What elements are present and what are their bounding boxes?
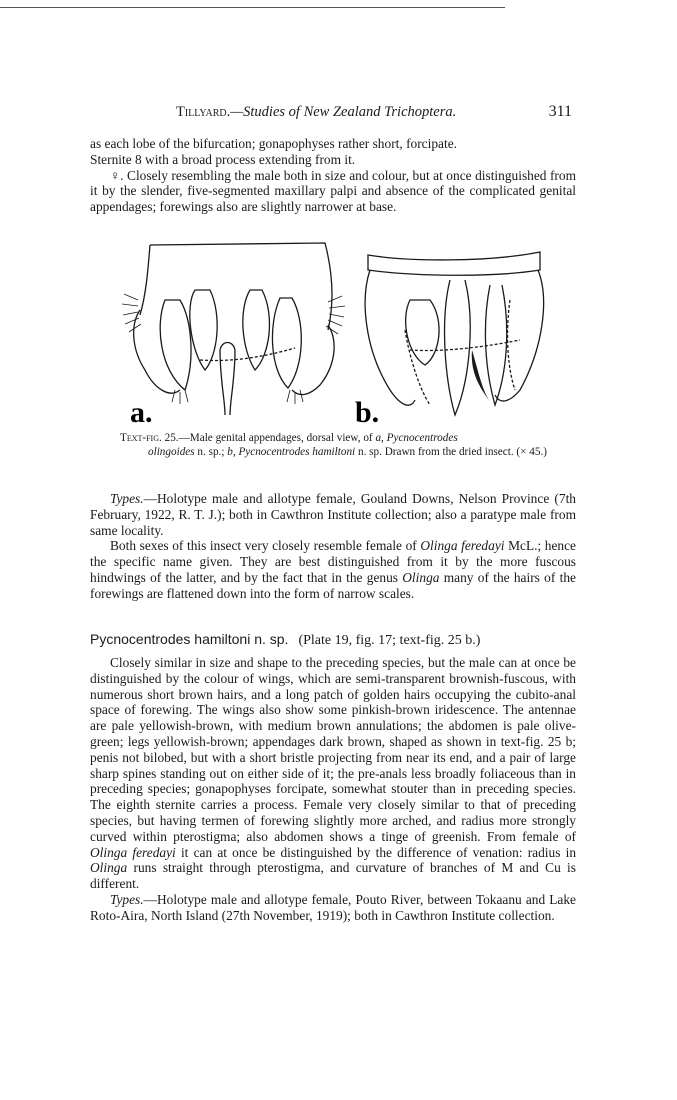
sexes-text-1: Both sexes of this insect very closely resemble female of [110,538,421,554]
types-text-1: —Holotype male and allotype female, Gouland Downs, Nelson Province (7th February, 1922, R. T. J.); both in Cawthron Institute collection; also a paratype male from same locality. [90,491,576,538]
species-heading [90,631,576,649]
description-text-3: runs straight through pterostigma, and curvature of branches of M and Cu is different. [90,860,576,892]
sexes-species-1: Olinga feredayi [420,538,505,554]
caption-b: b, [227,445,236,458]
description-species-2: Olinga [90,860,128,876]
species-name: Pycnocentrodes hamiltoni n. sp. [90,631,289,647]
intro-line-2: Sternite 8 with a broad process extending from it. [90,151,356,167]
figure-caption [120,432,550,459]
fig-b-outline [368,252,540,275]
caption-species-2: Pycnocentrodes hamiltoni [238,445,356,458]
description-block [90,655,576,924]
intro-line-1: as each lobe of the bifurcation; gonapophyses rather short, forcipate. [90,136,457,151]
caption-text-1: —Male genital appendages, dorsal view, of [178,432,376,444]
fig-label-a: a. [130,396,153,425]
header-author: Tillyard. [176,104,231,120]
fig-a-lobe-left [160,300,191,390]
caption-text-3: n. sp. Drawn from the dried insect. (× 45.) [355,445,547,458]
caption-label: Text-fig. 25. [120,432,179,444]
top-rule [0,7,505,8]
types-text-2: —Holotype male and allotype female, Pouto River, between Tokaanu and Lake Roto-Aira, North Island (27th November, 1919); both in Cawthron Institute collection. [90,891,576,923]
caption-a: a, [375,432,384,444]
fig-label-b: b. [355,396,380,425]
fig-a-outline [150,243,332,330]
header-title: —Studies of New Zealand Trichoptera. [230,104,457,120]
sexes-text-2: McL.; hence the specific name given. They are best distinguished from it by the more fuscous hindwings of the latter, and by the fact that in the genus [90,538,576,585]
types-block-1 [90,491,576,602]
caption-species-1: Pycnocentrodes [386,432,458,444]
description-text-1: Closely similar in size and shape to the preceding species, but the male can at once be distinguished by the colour of wings, which are semi-transparent brownish-fuscous, with numerous short brown hairs, and a long patch of golden hairs occupying the cubito-anal space of forewing. The wings also show some pinkish-brown iridescence. The antennae are pale yellowish-brown, with medium brown annulations; the abdomen is pale olive-green; legs yellowish-brown; appendages dark brown, shaped as shown in text-fig. 25 b; penis not bilobed, but with a short bristle projecting from near its end, and a pair of large sharp spines standing out on either side of it; the pre-anals less broadly foliaceous than in preceding species; gonapophyses forcipate, somewhat stouter than in preceding species. The eighth sternite carries a process. Female very closely similar to that of preceding species, but having termen of forewing slightly more arched, and radius more strongly curved within pterostigma; also abdomen shows a tinge of greenish. From female of [90,655,576,844]
caption-species-1b: olingoides [148,445,195,458]
genital-appendages-drawing [110,240,570,425]
running-header [176,104,572,121]
types-label-2: Types. [110,891,144,907]
fig-a-lobe-right [272,298,301,388]
fig-b-spine [472,350,490,402]
female-paragraph: ♀. Closely resembling the male both in size and colour, but at once distinguished from it by the slender, five-segmented maxillary palpi and absence of the complicated genital appendages; forewings also are slightly narrower at base. [90,167,576,215]
sexes-species-2: Olinga [402,569,440,585]
types-paragraph-2 [90,892,576,924]
description-paragraph [90,655,576,892]
caption-text-2: n. sp.; [194,445,228,458]
species-reference: (Plate 19, fig. 17; text-fig. 25 b.) [298,633,481,648]
text-figure-25 [110,240,570,425]
page-number: 311 [548,103,572,120]
description-species-1: Olinga feredayi [90,844,176,860]
types-paragraph-1 [90,491,576,538]
sexes-text-3: many of the hairs of the forewings are flattened down into the form of narrow scales. [90,569,576,601]
types-label-1: Types. [110,491,144,506]
intro-block [90,136,576,215]
sexes-paragraph [90,538,576,601]
description-text-2: it can at once be distinguished by the difference of venation: radius in [175,844,577,860]
